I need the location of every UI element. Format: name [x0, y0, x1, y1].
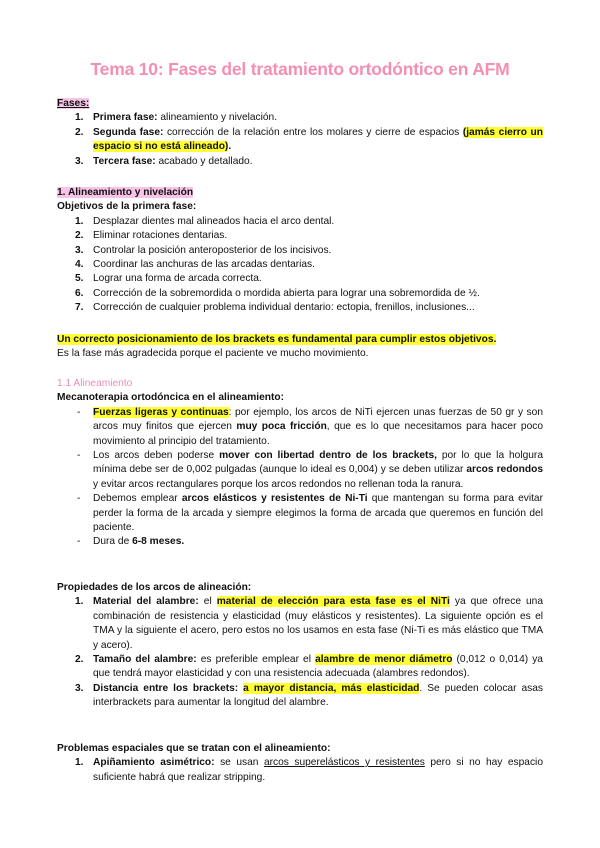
mecanoterapia-list: [57, 406, 543, 550]
section-alineamiento: [57, 377, 543, 550]
list-item: 2. Segunda fase: corrección de la relación entre los molares y cierre de espacios (jamás cierro un espacio si no está alineado).: [75, 126, 544, 153]
key-statement: Un correcto posicionamiento de los brackets es fundamental para cumplir estos objetivos.: [57, 334, 497, 345]
list-item: - Debemos emplear arcos elásticos y resistentes de Ni-Ti que mantengan su forma para evitar perder la forma de la arcada y siempre elegimos la forma de arcada que queremos en función del paciente.: [77, 493, 543, 534]
key-statement-block: [57, 333, 543, 362]
note-text: Es la fase más agradecida porque el paciente ve mucho movimiento.: [57, 348, 369, 360]
page-title: Tema 10: Fases del tratamiento ortodóntico en AFM: [90, 59, 510, 79]
list-item: 1. Material del alambre: el material de elección para esta fase es el NiTi ya que ofrece una combinación de resistencia y elasticidad (muy elásticos y resistentes). La siguiente opción es el TMA y la siguiente el acero, pero estos no los usamos en esta fase (Ni-Ti es más elástico que TMA y acero).: [75, 596, 544, 651]
list-item: 3. Tercera fase: acabado y detallado.: [75, 155, 253, 167]
highlight-text: (jamás cierro un espacio si no está alineado): [93, 126, 544, 153]
fases-heading: Fases:: [57, 98, 90, 109]
list-item: 3. Distancia entre los brackets: a mayor distancia, más elasticidad. Se pueden colocar asas interbrackets para aumentar la longitud del alambre.: [75, 682, 543, 709]
list-item: 6. Corrección de la sobremordida o mordida abierta para lograr una sobremordida de ½.: [75, 287, 480, 299]
list-item: 3. Controlar la posición anteroposterior de los incisivos.: [75, 244, 332, 256]
objectives-list: [57, 215, 543, 316]
problemas-list: [57, 756, 543, 785]
fases-list: [57, 111, 543, 169]
propiedades-section: [57, 581, 543, 711]
subsection-heading: 1.1 Alineamiento: [57, 378, 133, 389]
list-item: - Los arcos deben poderse mover con libertad dentro de los brackets, por lo que la holgura mínima debe ser de 0,002 pulgadas (aunque lo ideal es 0,004) y se deben utilizar arcos redondos y evitar arcos rectangulares porque los arcos redondos no rellenan toda la ranura.: [77, 450, 543, 490]
section-heading: 1. Alineamiento y nivelación: [57, 187, 194, 198]
problemas-section: [57, 742, 543, 785]
list-item: - Dura de 6-8 meses.: [77, 536, 185, 548]
list-item: 1. Primera fase: alineamiento y nivelación.: [75, 112, 278, 124]
fases-section: [57, 97, 543, 169]
list-item: 4. Coordinar las anchuras de las arcadas dentarias.: [75, 259, 315, 271]
list-item: - Fuerzas ligeras y continuas: por ejemplo, los arcos de NiTi ejercen unas fuerzas de 50 gr y son arcos muy finitos que ejercen muy poca fricción, que es lo que necesitamos para hacer poco movimiento al principio del tratamiento.: [77, 406, 543, 447]
list-item: 1. Apiñamiento asimétrico: se usan arcos superelásticos y resistentes pero si no hay espacio suficiente habrá que realizar stripping.: [75, 757, 543, 783]
propiedades-heading: Propiedades de los arcos de alineación:: [57, 582, 252, 593]
propiedades-list: [57, 595, 543, 710]
list-item: 7. Corrección de cualquier problema individual dentario: ectopia, frenillos, inclusiones...: [75, 302, 475, 314]
list-item: 1. Desplazar dientes mal alineados hacia el arco dental.: [75, 215, 335, 227]
problemas-heading: Problemas espaciales que se tratan con el alineamiento:: [57, 743, 331, 754]
list-item: 2. Eliminar rotaciones dentarias.: [75, 230, 228, 242]
list-item: 2. Tamaño del alambre: es preferible emplear el alambre de menor diámetro (0,012 o 0,014) ya que tendrá mayor elasticidad y con una resistencia adecuada (alambres redondos).: [75, 654, 543, 680]
list-item: 5. Lograr una forma de arcada correcta.: [75, 273, 262, 285]
mecanoterapia-subheading: Mecanoterapia ortodóncica en el alineamiento:: [57, 392, 285, 404]
section-alineamiento-nivelacion: [57, 186, 543, 316]
objectives-subheading: Objetivos de la primera fase:: [57, 201, 197, 213]
